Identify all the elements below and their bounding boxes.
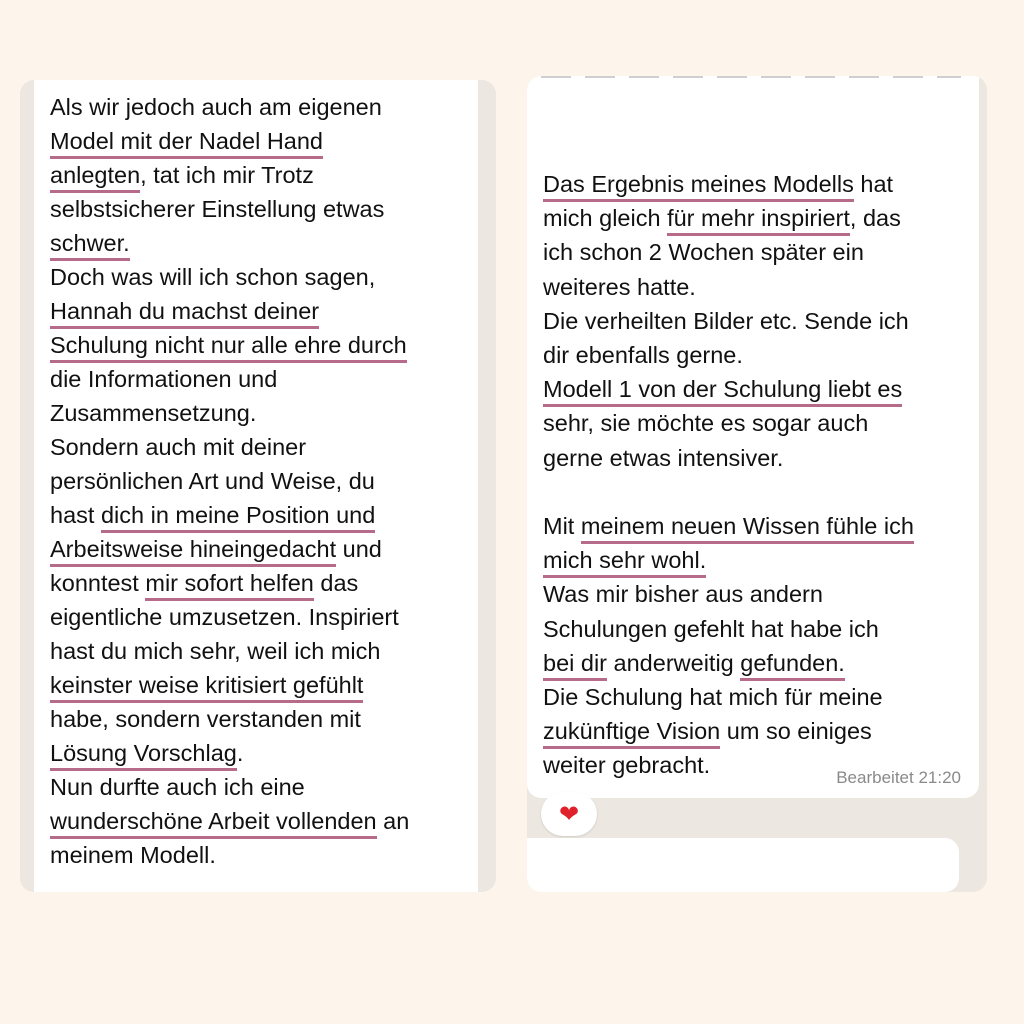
text-segment: Zusammensetzung. [50,400,257,426]
highlighted-text: keinster weise kritisiert gefühlt [50,672,363,703]
message-meta [836,768,961,788]
text-segment: hat [853,171,894,197]
right_message-line [543,169,893,199]
left_message-line [50,636,380,666]
right_message-line [543,682,883,712]
highlighted-text: mich sehr wohl. [543,547,706,578]
reaction-badge[interactable] [541,792,597,836]
left_message-line [50,534,382,564]
message-bubble-left[interactable] [34,80,478,892]
highlighted-text: meinem neuen Wissen fühle ich [581,513,914,544]
text-segment: weiteres hatte. [543,273,696,300]
left_message-line [50,466,375,496]
right_message-line [543,408,868,438]
right_message-line [543,374,902,404]
text-segment: anderweitig [607,649,741,676]
highlighted-text: Modell 1 von der Schulung liebt es [543,376,902,407]
text-segment: das [313,570,359,596]
left_message-line [50,568,358,598]
left_message-line [50,806,409,836]
text-segment: Als wir jedoch auch am eigenen [50,94,382,120]
left_message-line [50,500,375,530]
text-segment: hast [50,502,101,528]
text-segment: um so einiges [720,718,872,745]
text-segment: an [376,808,410,834]
left_message-line [50,92,382,122]
highlighted-text: Hannah du machst deiner [50,298,319,329]
highlighted-text: Arbeitsweise hineingedacht [50,536,336,567]
left_message-line [50,364,277,394]
highlighted-text: anlegten [50,162,140,193]
highlighted-text: wunderschöne Arbeit vollenden [50,808,377,839]
right_message-line [543,306,909,336]
text-segment: gerne etwas intensiver. [543,444,784,471]
text-segment: mich gleich [543,205,668,232]
highlighted-text: bei dir [543,650,607,681]
highlighted-text: schwer. [50,230,130,261]
text-segment: konntest [50,570,146,596]
text-segment: persönlichen Art und Weise, du [50,468,375,494]
text-segment: Die verheilten Bilder etc. Sende ich [543,307,909,334]
left_message-line [50,160,314,190]
text-segment: Mit [543,513,581,539]
right_message-line [543,648,845,678]
right_message-line [543,340,743,370]
text-segment: , tat ich mir Trotz [140,162,314,188]
right_message-line [543,511,914,541]
left_message-line [50,840,216,870]
text-segment: Was mir bisher aus andern [543,581,823,608]
text-segment: Nun durfte auch ich eine [50,774,305,800]
text-segment: Doch was will ich schon sagen, [50,264,376,290]
text-segment: die Informationen und [50,366,278,392]
highlighted-text: Schulung nicht nur alle ehre durch [50,332,407,363]
right_message-line [543,203,901,233]
left_message-line [50,228,130,258]
text-segment: dir ebenfalls gerne. [543,342,743,368]
left_message-line [50,670,363,700]
text-segment: eigentliche umzusetzen. Inspiriert [50,604,399,630]
left_message-line [50,704,361,734]
message-time: 21:20 [918,768,961,787]
text-segment: Schulungen gefehlt hat habe ich [543,615,879,642]
left_message-line [50,262,375,292]
left_message-line [50,330,407,360]
text-segment: weiter gebracht. [543,752,711,779]
left_message-line [50,194,384,224]
text-segment: sehr, sie möchte es sogar auch [543,410,869,437]
chat-screenshot-right [527,76,987,892]
right_message-line [543,545,706,575]
highlighted-text: Das Ergebnis meines Modells [543,171,854,202]
right_message-line [543,443,783,473]
text-segment: ich schon 2 Wochen später ein [543,239,864,266]
left_message-line [50,296,319,326]
message-bubble-right[interactable] [527,76,979,798]
right_message-line [543,272,696,302]
text-segment: . [236,740,244,766]
right_message-line [543,614,879,644]
text-segment: und [336,536,382,562]
right_message-line [543,750,710,780]
edited-label: Bearbeitet [836,768,914,787]
text-segment: meinem Modell. [50,842,216,868]
highlighted-text: zukünftige Vision [543,718,720,749]
left_message-line [50,432,306,462]
right_message-line [543,716,872,746]
previous-message-edge [541,76,961,78]
left_message-line [50,772,305,802]
highlighted-text: Lösung Vorschlag [50,740,237,771]
text-segment: selbstsicherer Einstellung etwas [50,196,385,222]
highlighted-text: Model mit der Nadel Hand [50,128,323,159]
right_message-line [543,579,823,609]
right_message-line [543,237,864,267]
chat-screenshot-left [20,80,496,892]
highlighted-text: gefunden. [740,650,845,681]
next-message-bubble[interactable] [527,838,959,892]
text-segment: Sondern auch mit deiner [50,434,307,460]
left_message-line [50,738,243,768]
text-segment: , das [849,205,901,232]
highlighted-text: für mehr inspiriert [667,205,850,236]
left_message-line [50,126,323,156]
left_message-line [50,398,256,428]
left_message-line [50,602,399,632]
text-segment: hast du mich sehr, weil ich mich [50,638,381,664]
text-segment: Die Schulung hat mich für meine [543,684,883,710]
text-segment: habe, sondern verstanden mit [50,706,361,732]
highlighted-text: dich in meine Position und [101,502,375,533]
highlighted-text: mir sofort helfen [145,570,313,601]
heart-icon: ❤ [558,800,580,828]
